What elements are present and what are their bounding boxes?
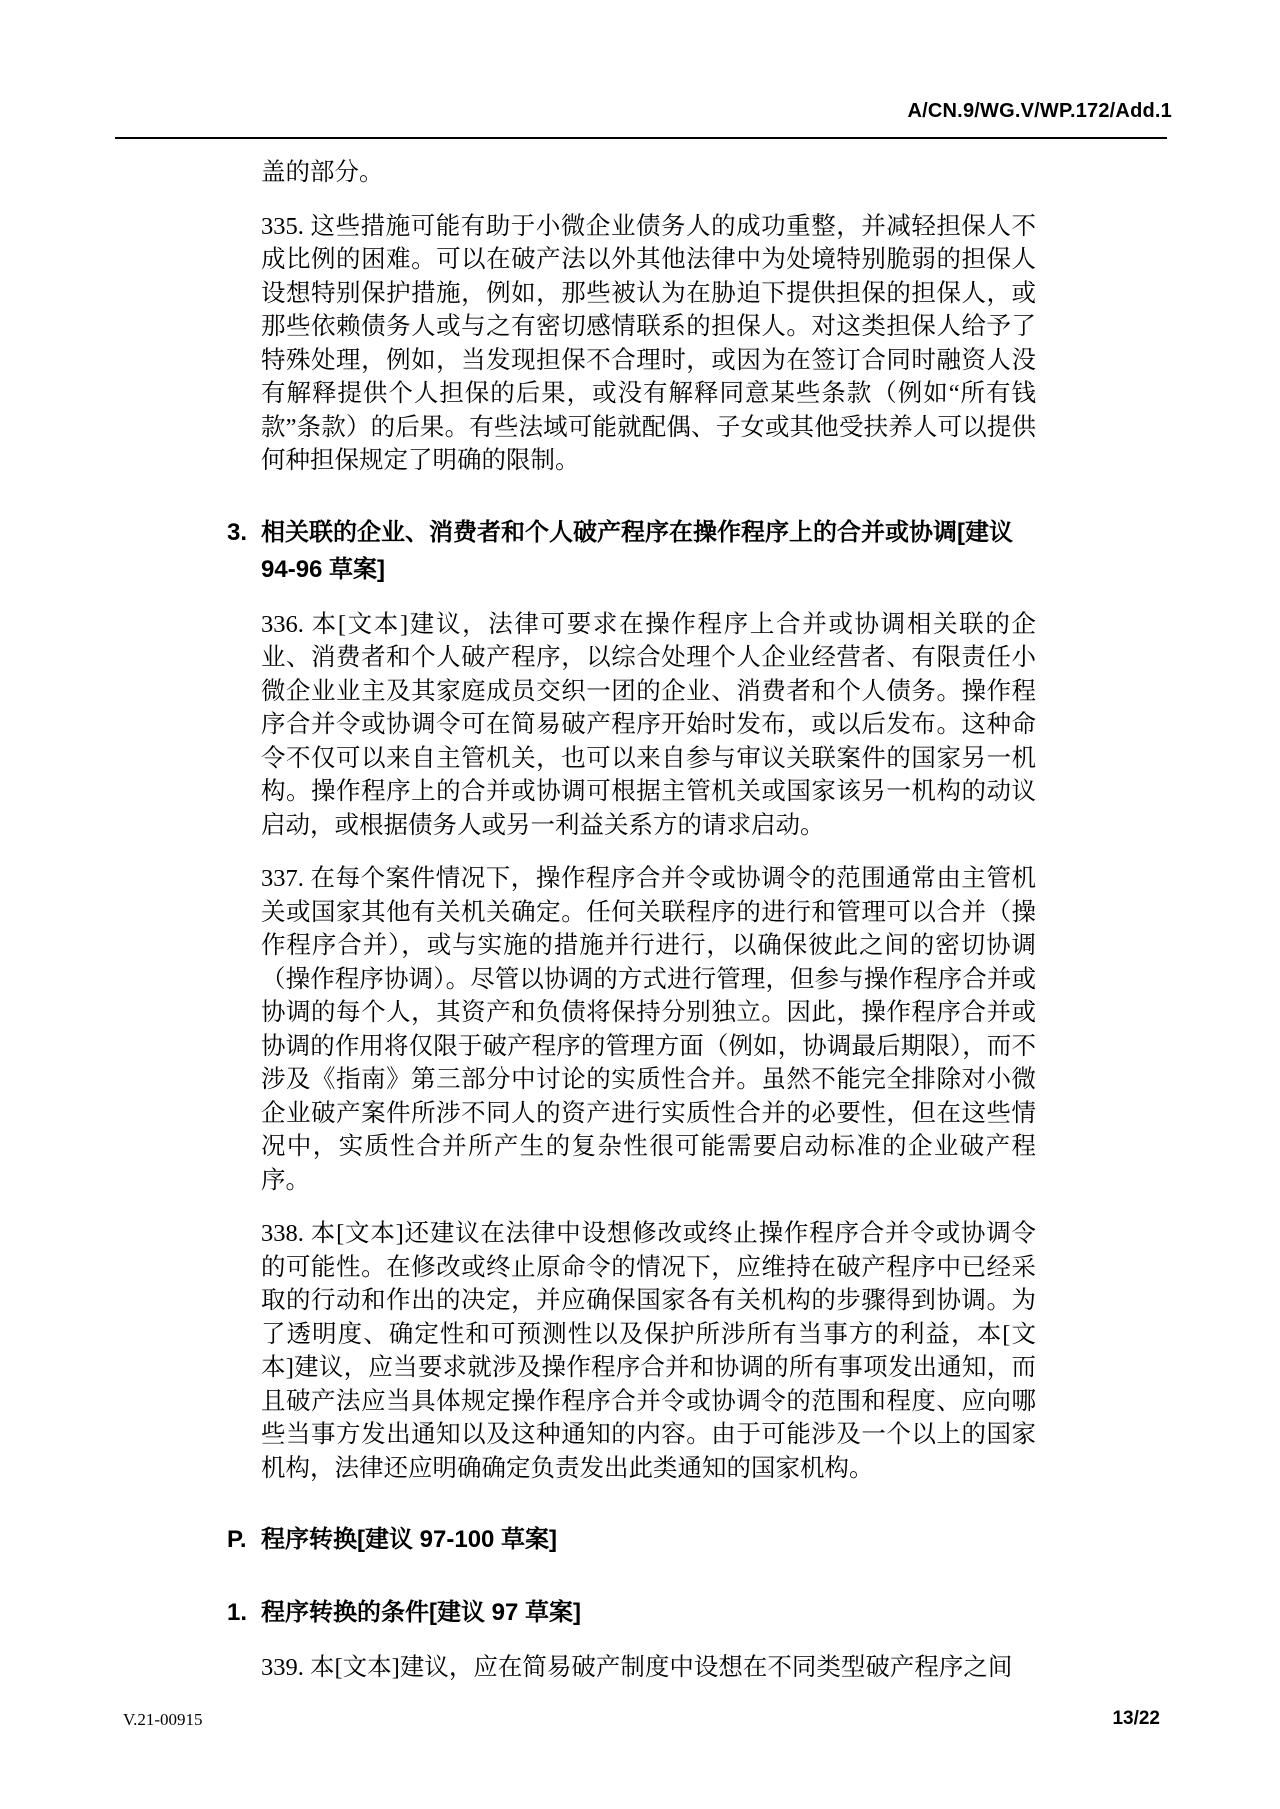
section-heading-P1-number: 1. — [227, 1599, 248, 1626]
section-heading-P-title: 程序转换[建议 97-100 草案] — [261, 1526, 558, 1553]
footer-document-number: V.21-00915 — [123, 1710, 203, 1729]
footer-page-number: 13/22 — [1112, 1708, 1160, 1729]
paragraph-335: 335. 这些措施可能有助于小微企业债务人的成功重整，并减轻担保人不成比例的困难。可以在破产法以外其他法律中为处境特别脆弱的担保人设想特别保护措施，例如，那些被认为在胁迫下提供担保的担保人，或那些依赖债务人或与之有密切感情联系的担保人。对这类担保人给予了特殊处理，例如，当发现担保不合理时，或因为在签订合同时融资人没有解释提供个人担保的后果，或没有解释同意某些条款（例如“所有钱款”条款）的后果。有些法域可能就配偶、子女或其他受扶养人可以提供何种担保规定了明确的限制。 — [261, 212, 1036, 474]
section-heading-3 — [227, 514, 1036, 588]
paragraph-339: 339. 本[文本]建议，应在简易破产制度中设想在不同类型破产程序之间 — [261, 1654, 1013, 1681]
section-heading-3-number: 3. — [227, 518, 248, 546]
section-heading-P — [227, 1521, 1036, 1558]
paragraph-336: 336. 本[文本]建议，法律可要求在操作程序上合并或协调相关联的企业、消费者和个人破产程序，以综合处理个人企业经营者、有限责任小微企业业主及其家庭成员交织一团的企业、消费者和个人债务。操作程序合并令或协调令可在简易破产程序开始时发布，或以后发布。这种命令不仅可以来自主管机关，也可以来自参与审议关联案件的国家另一机构。操作程序上的合并或协调可根据主管机关或国家该另一机构的动议启动，或根据债务人或另一利益关系方的请求启动。 — [261, 610, 1036, 839]
section-heading-P1-title: 程序转换的条件[建议 97 草案] — [261, 1599, 582, 1626]
paragraph-338: 338. 本[文本]还建议在法律中设想修改或终止操作程序合并令或协调令的可能性。在修改或终止原命令的情况下，应维持在破产程序中已经采取的行动和作出的决定，并应确保国家各有关机构的步骤得到协调。为了透明度、确定性和可预测性以及保护所涉所有当事方的利益，本[文本]建议，应当要求就涉及操作程序合并和协调的所有事项发出通知，而且破产法应当具体规定操作程序合并令或协调令的范围和程度、应向哪些当事方发出通知以及这种通知的内容。由于可能涉及一个以上的国家机构，法律还应明确确定负责发出此类通知的国家机构。 — [261, 1220, 1036, 1482]
section-heading-P-number: P. — [227, 1526, 247, 1553]
section-heading-P1 — [227, 1594, 1036, 1631]
document-body — [227, 156, 1036, 1685]
section-heading-3-title: 相关联的企业、消费者和个人破产程序在操作程序上的合并或协调[建议 94-96 草案] — [261, 518, 1013, 583]
header-divider — [115, 137, 1167, 139]
carryover-paragraph: 盖的部分。 — [261, 159, 384, 186]
document-symbol: A/CN.9/WG.V/WP.172/Add.1 — [907, 100, 1172, 122]
paragraph-337: 337. 在每个案件情况下，操作程序合并令或协调令的范围通常由主管机关或国家其他有关机关确定。任何关联程序的进行和管理可以合并（操作程序合并），或与实施的措施并行进行，以确保彼此之间的密切协调（操作程序协调）。尽管以协调的方式进行管理，但参与操作程序合并或协调的每个人，其资产和负债将保持分别独立。因此，操作程序合并或协调的作用将仅限于破产程序的管理方面（例如，协调最后期限），而不涉及《指南》第三部分中讨论的实质性合并。虽然不能完全排除对小微企业破产案件所涉不同人的资产进行实质性合并的必要性，但在这些情况中，实质性合并所产生的复杂性很可能需要启动标准的企业破产程序。 — [261, 865, 1036, 1194]
